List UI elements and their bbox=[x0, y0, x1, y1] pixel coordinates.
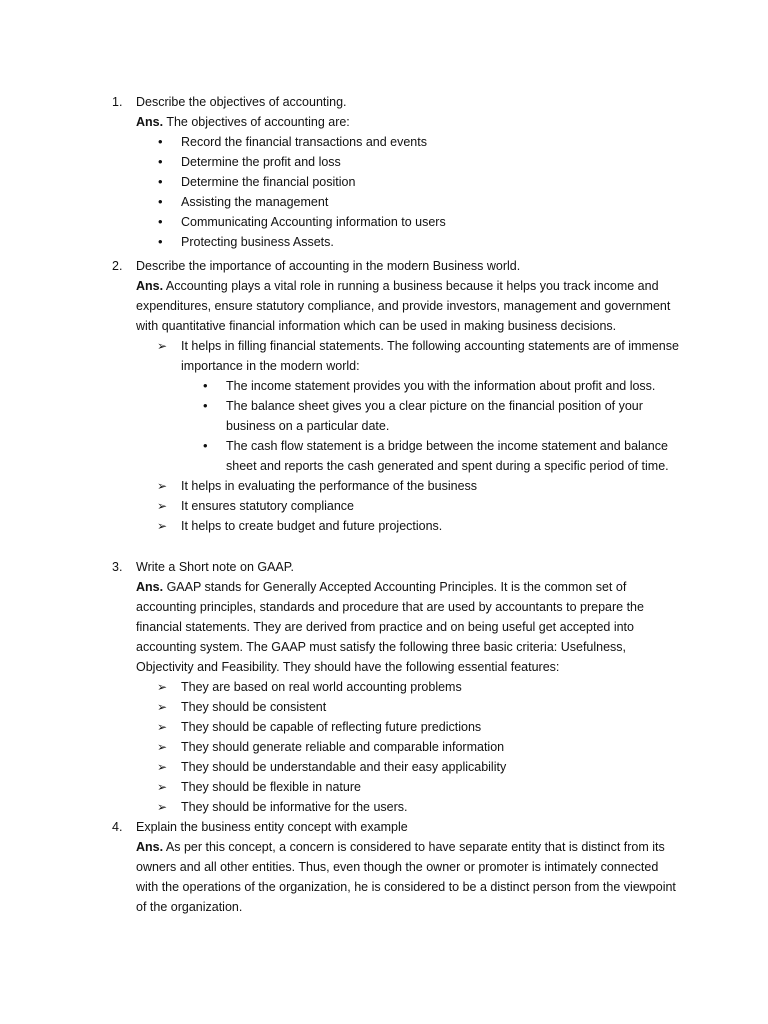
question-4-number: 4. bbox=[112, 820, 123, 834]
arrow-bullet-icon: ➢ bbox=[157, 760, 168, 774]
answer-3-point-list bbox=[0, 677, 768, 817]
list-item bbox=[0, 232, 681, 252]
question-2-number: 2. bbox=[112, 259, 123, 273]
arrow-bullet-icon: ➢ bbox=[157, 780, 168, 794]
bullet-icon: • bbox=[158, 214, 163, 229]
list-item-text: Protecting business Assets. bbox=[181, 235, 334, 249]
list-item bbox=[0, 376, 681, 396]
list-item-text: The income statement provides you with the information about profit and loss. bbox=[226, 379, 656, 393]
question-2-text: Describe the importance of accounting in the modern Business world. bbox=[136, 259, 521, 273]
list-item bbox=[0, 212, 681, 232]
arrow-bullet-icon: ➢ bbox=[157, 700, 168, 714]
question-4-text: Explain the business entity concept with example bbox=[136, 820, 408, 834]
bullet-icon: • bbox=[158, 194, 163, 209]
list-item bbox=[0, 172, 681, 192]
question-1-line bbox=[0, 92, 768, 112]
list-item bbox=[0, 757, 681, 777]
list-item-text: It helps to create budget and future projections. bbox=[181, 519, 443, 533]
arrow-bullet-icon: ➢ bbox=[157, 339, 168, 353]
answer-2-text: Accounting plays a vital role in running a business because it helps you track income and expenditures, ensure statutory compliance, and provide investors, management and government with quantitative financial information which can be used in making business decisions. bbox=[136, 279, 671, 333]
answer-4-text: As per this concept, a concern is considered to have separate entity that is distinct from its owners and all other entities. Thus, even though the owner or promoter is intimately connected with the operations of the organization, he is considered to be a distinct person from the viewpoint of the organization. bbox=[136, 840, 676, 914]
question-1-number: 1. bbox=[112, 95, 123, 109]
question-2 bbox=[0, 256, 768, 536]
list-item bbox=[0, 737, 681, 757]
list-item bbox=[0, 396, 681, 436]
question-2-line bbox=[0, 256, 768, 276]
list-item-text: It helps in evaluating the performance of the business bbox=[181, 479, 478, 493]
list-item bbox=[0, 336, 681, 476]
list-item-text: It ensures statutory compliance bbox=[181, 499, 354, 513]
list-item bbox=[0, 192, 681, 212]
answer-2 bbox=[136, 276, 676, 336]
answer-1 bbox=[136, 112, 676, 132]
list-item bbox=[0, 496, 681, 516]
arrow-bullet-icon: ➢ bbox=[157, 479, 168, 493]
list-item-text: Assisting the management bbox=[181, 195, 329, 209]
list-item bbox=[0, 516, 681, 536]
list-item-text: The cash flow statement is a bridge between the income statement and balance sheet and reports the cash generated and spent during a specific period of time. bbox=[226, 439, 669, 473]
list-item-text: They should be informative for the users. bbox=[181, 800, 408, 814]
list-item-text: It helps in filling financial statements. The following accounting statements are of immense importance in the modern world: bbox=[181, 339, 679, 373]
list-item-text: The balance sheet gives you a clear picture on the financial position of your business on a particular date. bbox=[226, 399, 643, 433]
arrow-bullet-icon: ➢ bbox=[157, 740, 168, 754]
answer-4 bbox=[136, 837, 676, 917]
bullet-icon: • bbox=[158, 134, 163, 149]
answer-4-label: Ans. bbox=[136, 840, 164, 854]
list-item bbox=[0, 677, 681, 697]
list-item-text: Determine the profit and loss bbox=[181, 155, 341, 169]
list-item-text: Determine the financial position bbox=[181, 175, 356, 189]
list-item bbox=[0, 476, 681, 496]
answer-1-text: The objectives of accounting are: bbox=[166, 115, 350, 129]
question-3-text: Write a Short note on GAAP. bbox=[136, 560, 294, 574]
arrow-bullet-icon: ➢ bbox=[157, 800, 168, 814]
answer-3-label: Ans. bbox=[136, 580, 164, 594]
list-item-text: Record the financial transactions and events bbox=[181, 135, 427, 149]
arrow-bullet-icon: ➢ bbox=[157, 720, 168, 734]
question-3-number: 3. bbox=[112, 560, 123, 574]
answer-1-bullet-list bbox=[0, 132, 768, 252]
bullet-icon: • bbox=[203, 378, 208, 393]
question-1 bbox=[0, 92, 768, 252]
answer-2-label: Ans. bbox=[136, 279, 164, 293]
list-item bbox=[0, 436, 681, 476]
list-item-text: They should be flexible in nature bbox=[181, 780, 361, 794]
bullet-icon: • bbox=[158, 154, 163, 169]
list-item-text: Communicating Accounting information to users bbox=[181, 215, 446, 229]
list-item-text: They should be understandable and their easy applicability bbox=[181, 760, 507, 774]
list-item bbox=[0, 697, 681, 717]
question-3 bbox=[0, 557, 768, 817]
question-1-text: Describe the objectives of accounting. bbox=[136, 95, 347, 109]
answer-3-text: GAAP stands for Generally Accepted Accounting Principles. It is the common set of accounting principles, standards and procedure that are used by accountants to prepare the financial statements. They are derived from practice and on being useful get accepted into accounting system. The GAAP must satisfy the following three basic criteria: Usefulness, Objectivity and Feasibility. They should have the following essential features: bbox=[136, 580, 644, 674]
bullet-icon: • bbox=[158, 174, 163, 189]
list-item-text: They should be consistent bbox=[181, 700, 327, 714]
list-item bbox=[0, 797, 681, 817]
answer-2-point-list bbox=[0, 336, 768, 536]
list-item bbox=[0, 152, 681, 172]
answer-3 bbox=[136, 577, 676, 677]
bullet-icon: • bbox=[203, 398, 208, 413]
list-item-text: They should generate reliable and comparable information bbox=[181, 740, 505, 754]
list-item-text: They should be capable of reflecting future predictions bbox=[181, 720, 482, 734]
arrow-bullet-icon: ➢ bbox=[157, 519, 168, 533]
list-item-text: They are based on real world accounting problems bbox=[181, 680, 462, 694]
bullet-icon: • bbox=[203, 438, 208, 453]
list-item bbox=[0, 717, 681, 737]
question-4 bbox=[0, 817, 768, 917]
bullet-icon: • bbox=[158, 234, 163, 249]
arrow-bullet-icon: ➢ bbox=[157, 499, 168, 513]
question-3-line bbox=[0, 557, 768, 577]
question-4-line bbox=[0, 817, 768, 837]
sub-bullet-list bbox=[0, 376, 681, 476]
arrow-bullet-icon: ➢ bbox=[157, 680, 168, 694]
list-item bbox=[0, 132, 681, 152]
list-item bbox=[0, 777, 681, 797]
answer-1-label: Ans. bbox=[136, 115, 164, 129]
